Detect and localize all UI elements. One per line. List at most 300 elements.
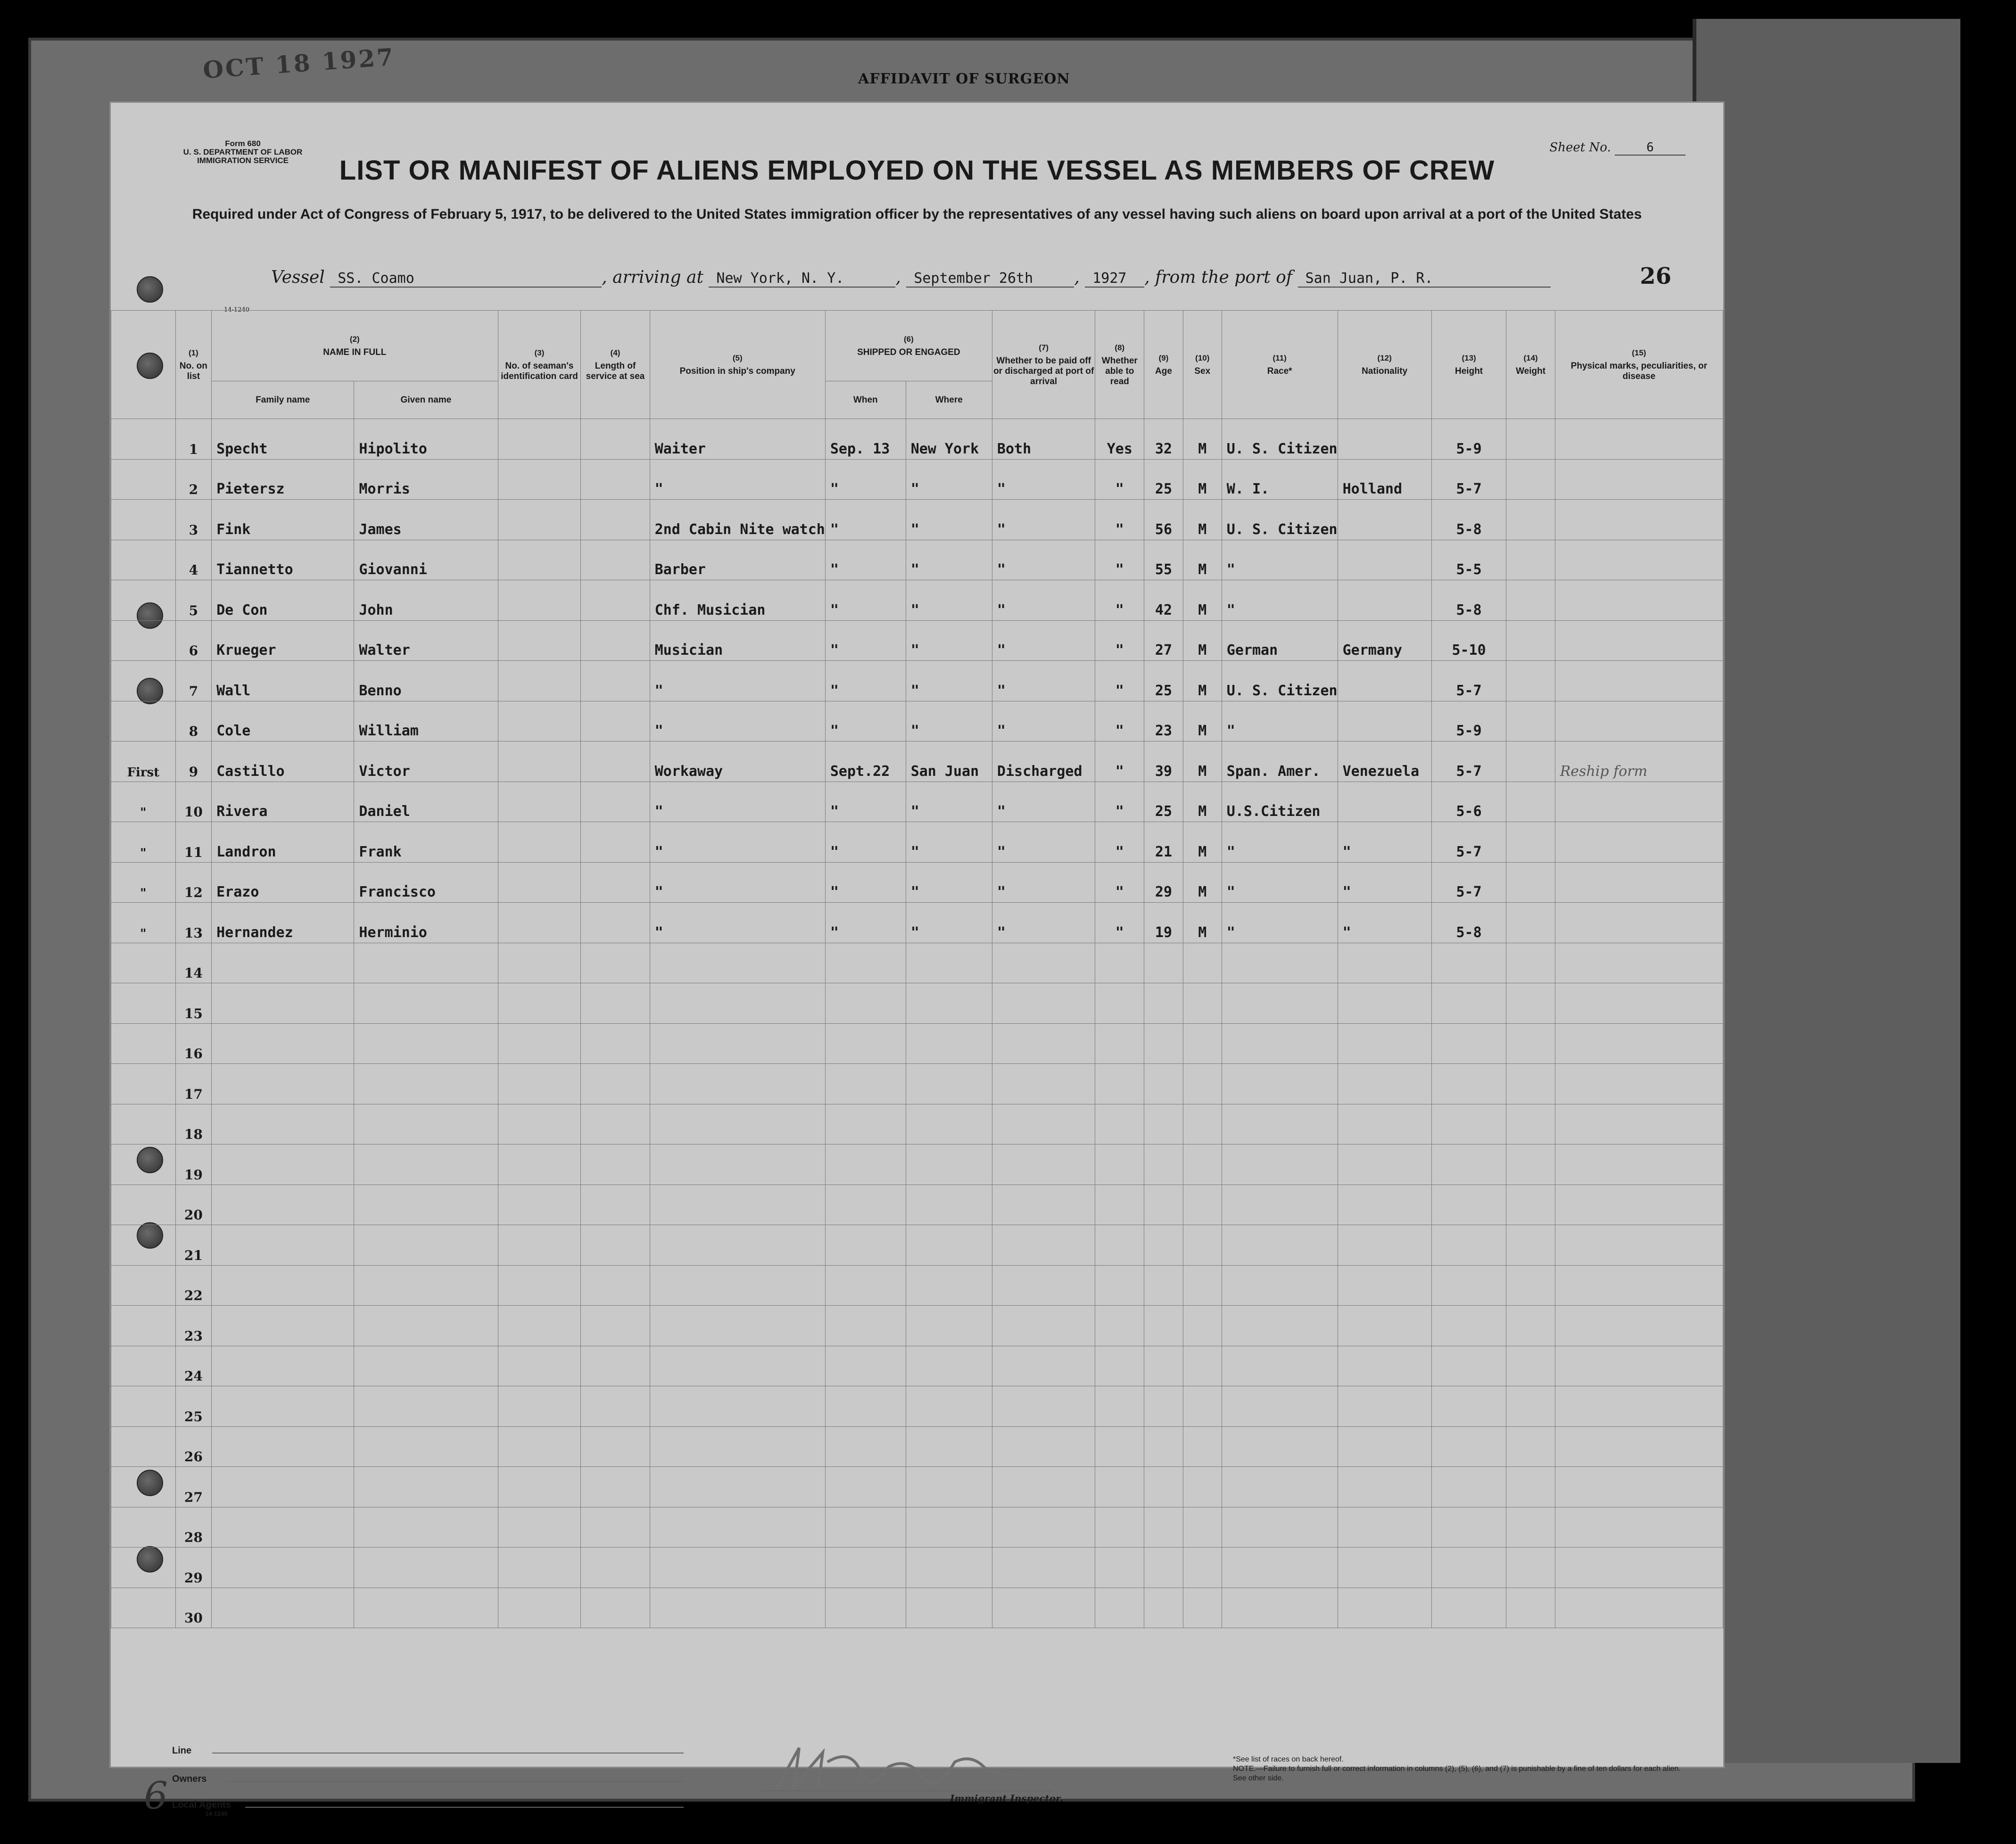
cell-no: 30 [175,1588,211,1628]
cell-age [1144,1023,1183,1064]
table-row [111,1185,1723,1225]
punch-hole [137,276,163,303]
cell-marks [1555,1023,1723,1064]
cell-family [212,1467,354,1507]
cell-height [1431,1386,1506,1427]
table-row [111,943,1723,983]
cell-height [1431,1507,1506,1548]
cell-read [1095,1265,1144,1306]
cell-height: 5-7 [1431,741,1506,782]
cell-marks [1555,1346,1723,1386]
cell-service [581,419,650,460]
cell-weight [1506,1467,1555,1507]
cell-no: 3 [175,500,211,540]
cell-position: " [650,862,825,903]
cell-given [354,1507,498,1548]
cell-where [906,1548,992,1588]
cell-marks [1555,782,1723,822]
cell-where [906,983,992,1024]
cell-sex [1183,1185,1222,1225]
cell-card [498,661,581,701]
cell-age: 21 [1144,822,1183,863]
cell-sex [1183,1467,1222,1507]
cell-read [1095,1507,1144,1548]
cell-service [581,903,650,943]
cell-where [906,1023,992,1064]
cell-race [1222,1064,1338,1104]
from-label: , from the port of [1144,268,1293,287]
cell-prefix [111,1185,176,1225]
cell-service [581,1386,650,1427]
cell-weight [1506,661,1555,701]
cell-age: 39 [1144,741,1183,782]
header-row [111,311,1723,381]
owners-rule [226,1781,684,1782]
cell-given [354,1064,498,1104]
col-7-header: (7) Whether to be paid off or discharged at port of arrival [992,311,1095,419]
cell-no: 22 [175,1265,211,1306]
when-header: When [825,381,906,419]
cell-read [1095,1467,1144,1507]
cell-when: " [825,822,906,863]
cell-nationality [1338,1064,1431,1104]
cell-service [581,540,650,580]
cell-age [1144,1426,1183,1467]
cell-age: 25 [1144,459,1183,500]
cell-paid: " [992,782,1095,822]
cell-service [581,822,650,863]
cell-position [650,1467,825,1507]
cell-card [498,1023,581,1064]
cell-when [825,1548,906,1588]
col-12-header: (12) Nationality [1338,311,1431,419]
cell-no: 17 [175,1064,211,1104]
cell-read: " [1095,580,1144,621]
cell-nationality [1338,1467,1431,1507]
cell-no: 11 [175,822,211,863]
cell-where: San Juan [906,741,992,782]
cell-service [581,661,650,701]
cell-where: " [906,661,992,701]
cell-sex: M [1183,701,1222,741]
cell-family [212,943,354,983]
cell-given [354,983,498,1024]
cell-height [1431,1467,1506,1507]
cell-prefix [111,580,176,621]
cell-nationality [1338,1426,1431,1467]
cell-where [906,1306,992,1346]
cell-weight [1506,540,1555,580]
cell-where [906,943,992,983]
cell-position [650,983,825,1024]
cell-age [1144,1346,1183,1386]
cell-card [498,580,581,621]
cell-race: U. S. Citizen [1222,419,1338,460]
cell-race: Span. Amer. [1222,741,1338,782]
table-row [111,983,1723,1024]
cell-sex [1183,1426,1222,1467]
cell-service [581,1185,650,1225]
cell-read: Yes [1095,419,1144,460]
cell-age: 23 [1144,701,1183,741]
cell-service [581,1104,650,1144]
cell-no: 4 [175,540,211,580]
cell-marks: Reship form [1555,741,1723,782]
cell-family: Cole [212,701,354,741]
cell-race [1222,1144,1338,1185]
table-row [111,419,1723,460]
cell-when [825,1144,906,1185]
cell-paid [992,1507,1095,1548]
cell-age: 25 [1144,661,1183,701]
cell-card [498,1386,581,1427]
cell-given: Francisco [354,862,498,903]
cell-age: 32 [1144,419,1183,460]
cell-position: Workaway [650,741,825,782]
cell-age: 29 [1144,862,1183,903]
cell-height: 5-9 [1431,419,1506,460]
cell-read [1095,1346,1144,1386]
cell-weight [1506,741,1555,782]
cell-nationality: " [1338,822,1431,863]
cell-no: 29 [175,1548,211,1588]
cell-race: German [1222,620,1338,661]
cell-race: " [1222,701,1338,741]
table-row [111,500,1723,540]
cell-height [1431,1104,1506,1144]
cell-marks [1555,903,1723,943]
cell-family: Wall [212,661,354,701]
cell-service [581,1265,650,1306]
table-row [111,1426,1723,1467]
table-row [111,1548,1723,1588]
cell-marks [1555,661,1723,701]
cell-paid [992,1265,1095,1306]
cell-race: " [1222,862,1338,903]
cell-race: U.S.Citizen [1222,782,1338,822]
cell-race: " [1222,903,1338,943]
cell-family: De Con [212,580,354,621]
cell-read: " [1095,822,1144,863]
affidavit-heading: AFFIDAVIT OF SURGEON [858,71,1070,87]
small-code: 14-1240 [224,306,250,313]
cell-position: " [650,661,825,701]
cell-paid [992,1104,1095,1144]
cell-race [1222,1306,1338,1346]
cell-card [498,862,581,903]
cell-read: " [1095,862,1144,903]
cell-where: " [906,782,992,822]
cell-position [650,943,825,983]
cell-sex [1183,1507,1222,1548]
cell-age [1144,1386,1183,1427]
cell-where [906,1386,992,1427]
cell-position: Waiter [650,419,825,460]
cell-race [1222,1467,1338,1507]
cell-given [354,1144,498,1185]
cell-where: " [906,500,992,540]
page-footer [111,1611,1723,1818]
cell-marks [1555,1104,1723,1144]
cell-service [581,1064,650,1104]
cell-given [354,1265,498,1306]
cell-read: " [1095,661,1144,701]
cell-weight [1506,1185,1555,1225]
cell-position [650,1306,825,1346]
cell-where: " [906,459,992,500]
cell-sex [1183,1548,1222,1588]
cell-when: Sep. 13 [825,419,906,460]
cell-no: 8 [175,701,211,741]
cell-card [498,983,581,1024]
cell-where: " [906,620,992,661]
cell-when: Sept.22 [825,741,906,782]
cell-marks [1555,1386,1723,1427]
cell-read: " [1095,782,1144,822]
cell-where: " [906,822,992,863]
inspector-label: Immigrant Inspector. [950,1793,1063,1804]
cell-weight [1506,1265,1555,1306]
cell-age [1144,1144,1183,1185]
table-row [111,822,1723,863]
cell-age [1144,1507,1183,1548]
cell-nationality [1338,701,1431,741]
cell-card [498,1064,581,1104]
cell-position [650,1023,825,1064]
cell-race [1222,1265,1338,1306]
cell-card [498,1144,581,1185]
cell-sex [1183,1225,1222,1266]
line-label: Line [172,1745,192,1756]
cell-position [650,1064,825,1104]
cell-height [1431,1548,1506,1588]
cell-where [906,1185,992,1225]
cell-age [1144,1265,1183,1306]
cell-prefix [111,500,176,540]
cell-where [906,1104,992,1144]
cell-prefix [111,1426,176,1467]
cell-nationality: " [1338,903,1431,943]
cell-given [354,1386,498,1427]
cell-position [650,1185,825,1225]
table-row [111,1265,1723,1306]
cell-when: " [825,620,906,661]
cell-paid [992,983,1095,1024]
cell-when [825,1064,906,1104]
cell-height [1431,1064,1506,1104]
cell-race [1222,1386,1338,1427]
cell-when [825,983,906,1024]
cell-card [498,459,581,500]
cell-given: Frank [354,822,498,863]
cell-weight [1506,782,1555,822]
cell-height: 5-7 [1431,459,1506,500]
cell-read: " [1095,500,1144,540]
cell-position: " [650,701,825,741]
cell-card [498,741,581,782]
cell-service [581,983,650,1024]
cell-marks [1555,419,1723,460]
cell-weight [1506,1225,1555,1266]
page-number: 26 [1640,263,1671,289]
table-row [111,782,1723,822]
cell-age: 25 [1144,782,1183,822]
cell-given: John [354,580,498,621]
cell-prefix [111,1225,176,1266]
cell-family: Tiannetto [212,540,354,580]
cell-paid [992,943,1095,983]
cell-sex [1183,983,1222,1024]
table-row [111,1144,1723,1185]
cell-prefix [111,661,176,701]
cell-given [354,1346,498,1386]
vessel-label: Vessel [271,268,325,287]
cell-sex: M [1183,862,1222,903]
cell-paid: " [992,862,1095,903]
col-10-header: (10) Sex [1183,311,1222,419]
cell-no: 26 [175,1426,211,1467]
cell-position: " [650,459,825,500]
cell-no: 12 [175,862,211,903]
cell-card [498,822,581,863]
cell-marks [1555,983,1723,1024]
cell-position: " [650,903,825,943]
cell-no: 21 [175,1225,211,1266]
cell-height [1431,1265,1506,1306]
cell-position [650,1346,825,1386]
handwritten-number: 6 [144,1774,168,1818]
table-row [111,540,1723,580]
cell-no: 27 [175,1467,211,1507]
cell-service [581,1023,650,1064]
cell-no: 23 [175,1306,211,1346]
cell-where [906,1265,992,1306]
col-6-header: (6) SHIPPED OR ENGAGED [825,311,992,381]
cell-paid [992,1306,1095,1346]
cell-prefix [111,1265,176,1306]
col-4-header: (4) Length of service at sea [581,311,650,419]
col-11-header: (11) Race* [1222,311,1338,419]
cell-when [825,1185,906,1225]
cell-race [1222,983,1338,1024]
cell-sex: M [1183,782,1222,822]
cell-weight [1506,1426,1555,1467]
sheet-number [1549,140,1686,156]
cell-height [1431,1225,1506,1266]
date-stamp: OCT 18 1927 [202,42,396,84]
manifest-rows [111,419,1723,1628]
table-row [111,459,1723,500]
cell-race: " [1222,822,1338,863]
cell-weight [1506,701,1555,741]
cell-service [581,580,650,621]
cell-nationality [1338,419,1431,460]
cell-marks [1555,822,1723,863]
cell-read [1095,1023,1144,1064]
cell-no: 6 [175,620,211,661]
cell-prefix: " [111,903,176,943]
cell-position [650,1507,825,1548]
cell-read [1095,1386,1144,1427]
cell-where [906,1467,992,1507]
cell-prefix [111,1104,176,1144]
cell-age: 55 [1144,540,1183,580]
cell-marks [1555,1548,1723,1588]
cell-height [1431,1023,1506,1064]
cell-family [212,1144,354,1185]
cell-marks [1555,1467,1723,1507]
cell-card [498,1507,581,1548]
cell-service [581,1144,650,1185]
cell-given [354,943,498,983]
owners-label: Owners [172,1774,207,1784]
cell-prefix [111,943,176,983]
cell-family [212,1346,354,1386]
cell-height: 5-7 [1431,862,1506,903]
cell-paid [992,1185,1095,1225]
cell-weight [1506,943,1555,983]
table-row [111,1507,1723,1548]
agents-code: 14-1240 [205,1810,228,1817]
cell-given: Morris [354,459,498,500]
cell-nationality [1338,1548,1431,1588]
cell-sex [1183,1306,1222,1346]
cell-no: 10 [175,782,211,822]
cell-given: Victor [354,741,498,782]
cell-sex [1183,1265,1222,1306]
cell-position [650,1225,825,1266]
cell-nationality [1338,500,1431,540]
cell-no: 24 [175,1346,211,1386]
cell-card [498,620,581,661]
cell-nationality: Venezuela [1338,741,1431,782]
cell-read: " [1095,903,1144,943]
cell-given: Giovanni [354,540,498,580]
cell-family [212,1185,354,1225]
cell-prefix [111,620,176,661]
cell-weight [1506,580,1555,621]
table-row [111,1467,1723,1507]
table-row [111,580,1723,621]
page-title: LIST OR MANIFEST OF ALIENS EMPLOYED ON THE VESSEL AS MEMBERS OF CREW [339,155,1495,186]
cell-paid: " [992,701,1095,741]
cell-position: Barber [650,540,825,580]
cell-marks [1555,701,1723,741]
cell-family: Fink [212,500,354,540]
cell-paid [992,1548,1095,1588]
cell-position: " [650,822,825,863]
cell-sex: M [1183,419,1222,460]
arriving-label: , arriving at [602,268,703,287]
from-port: San Juan, P. R. [1298,270,1551,288]
cell-card [498,1467,581,1507]
cell-family [212,1104,354,1144]
cell-race [1222,1507,1338,1548]
cell-paid: " [992,500,1095,540]
cell-sex [1183,943,1222,983]
cell-age [1144,1306,1183,1346]
page-subtitle: Required under Act of Congress of February 5, 1917, to be delivered to the United States immigration officer by the representatives of any vessel having such aliens on board upon arrival at a port of the United States [192,206,1642,222]
cell-age [1144,943,1183,983]
cell-weight [1506,1507,1555,1548]
col-5-header: (5) Position in ship's company [650,311,825,419]
table-row [111,620,1723,661]
cell-height [1431,1144,1506,1185]
table-row [111,1306,1723,1346]
cell-prefix [111,459,176,500]
manifest-page [109,101,1725,1818]
cell-when [825,1104,906,1144]
